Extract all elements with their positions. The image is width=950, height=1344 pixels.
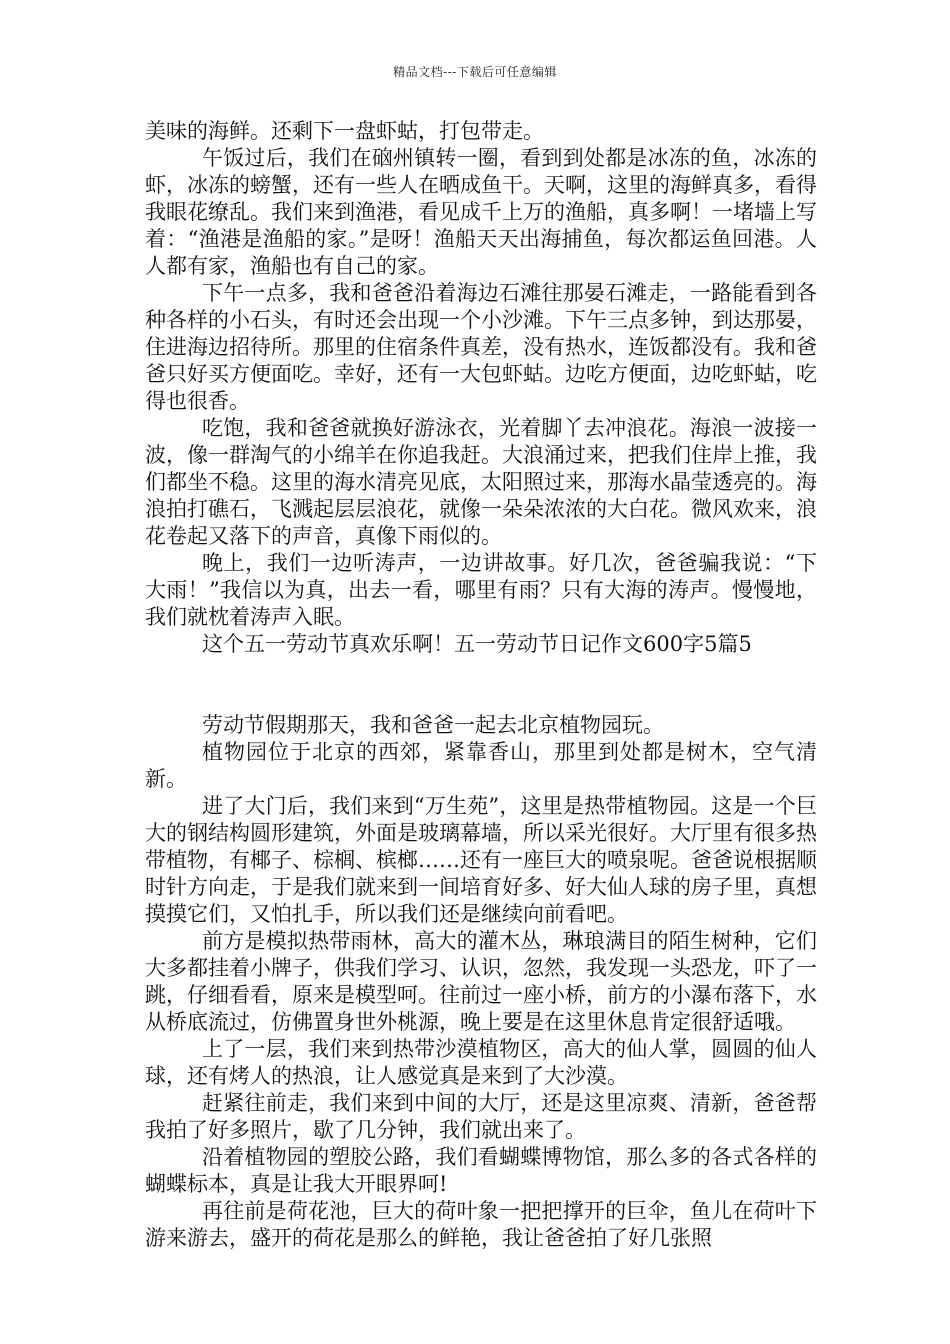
- paragraph-location: 植物园位于北京的西郊，紧靠香山，那里到处都是树木，空气清新。: [145, 740, 817, 791]
- paragraph-lunch: 午饭过后，我们在硇州镇转一圈，看到到处都是冰冻的鱼，冰冻的虾，冰冻的螃蟹，还有一些人在晒成鱼干。天啊，这里的海鲜真多，看得我眼花缭乱。我们来到渔港，看见成千上万的渔船，真多啊！一堵墙上写着：“渔港是渔船的家。”是呀！渔船天天出海捕鱼，每次都运鱼回港。人人都有家，渔船也有自己的家。: [145, 146, 817, 278]
- paragraph-tropical-hall: 进了大门后，我们来到“万生苑”，这里是热带植物园。这是一个巨大的钢结构圆形建筑，外面是玻璃幕墙，所以采光很好。大厅里有很多热带植物，有椰子、棕榈、槟榔……还有一座巨大的喷泉呢。爸爸说根据顺时针方向走，于是我们就来到一间培育好多、好大仙人球的房子里，真想摸摸它们，又怕扎手，所以我们还是继续向前看吧。: [145, 794, 817, 926]
- paragraph-main-hall: 赶紧往前走，我们来到中间的大厅，还是这里凉爽、清新，爸爸帮我拍了好多照片，歇了几分钟，我们就出来了。: [145, 1091, 817, 1142]
- paragraph-waves: 吃饱，我和爸爸就换好游泳衣，光着脚丫去冲浪花。海浪一波接一波，像一群淘气的小绵羊在你追我赶。大浪涌过来，把我们住岸上推，我们都坐不稳。这里的海水清亮见底，太阳照过来，那海水晶莹透亮的。海浪拍打礁石，飞溅起层层浪花，就像一朵朵浓浓的大白花。微风欢来，浪花卷起又落下的声音，真像下雨似的。: [145, 416, 817, 548]
- paragraph-evening: 晚上，我们一边听涛声，一边讲故事。好几次，爸爸骗我说：“下大雨！”我信以为真，出去一看，哪里有雨？只有大海的涛声。慢慢地，我们就枕着涛声入眠。: [145, 551, 817, 629]
- paragraph-afternoon: 下午一点多，我和爸爸沿着海边石滩往那晏石滩走，一路能看到各种各样的小石头，有时还会出现一个小沙滩。下午三点多钟，到达那晏，住进海边招待所。那里的住宿条件真差，没有热水，连饭都没有。我和爸爸只好买方便面吃。幸好，还有一大包虾蛄。边吃方便面，边吃虾蛄，吃得也很香。: [145, 281, 817, 413]
- paragraph-intro: 劳动节假期那天，我和爸爸一起去北京植物园玩。: [202, 713, 664, 737]
- paragraph-butterfly: 沿着植物园的塑胶公路，我们看蝴蝶博物馆，那么多的各式各样的蝴蝶标本，真是让我大开眼界呵!: [145, 1145, 817, 1196]
- paragraph-rainforest: 前方是模拟热带雨林，高大的灌木丛，琳琅满目的陌生树种，它们大多都挂着小牌子，供我们学习、认识，忽然，我发现一头恐龙，吓了一跳，仔细看看，原来是模型呵。往前过一座小桥，前方的小瀑布落下，水从桥底流过，仿佛置身世外桃源，晚上要是在这里休息肯定很舒适哦。: [145, 929, 817, 1034]
- page-header: 精品文档---下载后可任意编辑: [393, 65, 557, 79]
- paragraph-desert: 上了一层，我们来到热带沙漠植物区，高大的仙人掌，圆圆的仙人球，还有烤人的热浪，让人感觉真是来到了大沙漠。: [145, 1037, 817, 1088]
- paragraph-essay-title: 这个五一劳动节真欢乐啊！五一劳动节日记作文600字5篇5: [202, 632, 752, 656]
- section-gap: [145, 658, 817, 712]
- paragraph-continued: 美味的海鲜。还剩下一盘虾蛄，打包带走。: [145, 119, 544, 143]
- document-body: [145, 118, 817, 1252]
- paragraph-lotus: 再往前是荷花池，巨大的荷叶象一把把撑开的巨伞，鱼儿在荷叶下游来游去，盛开的荷花是那么的鲜艳，我让爸爸拍了好几张照: [145, 1199, 817, 1250]
